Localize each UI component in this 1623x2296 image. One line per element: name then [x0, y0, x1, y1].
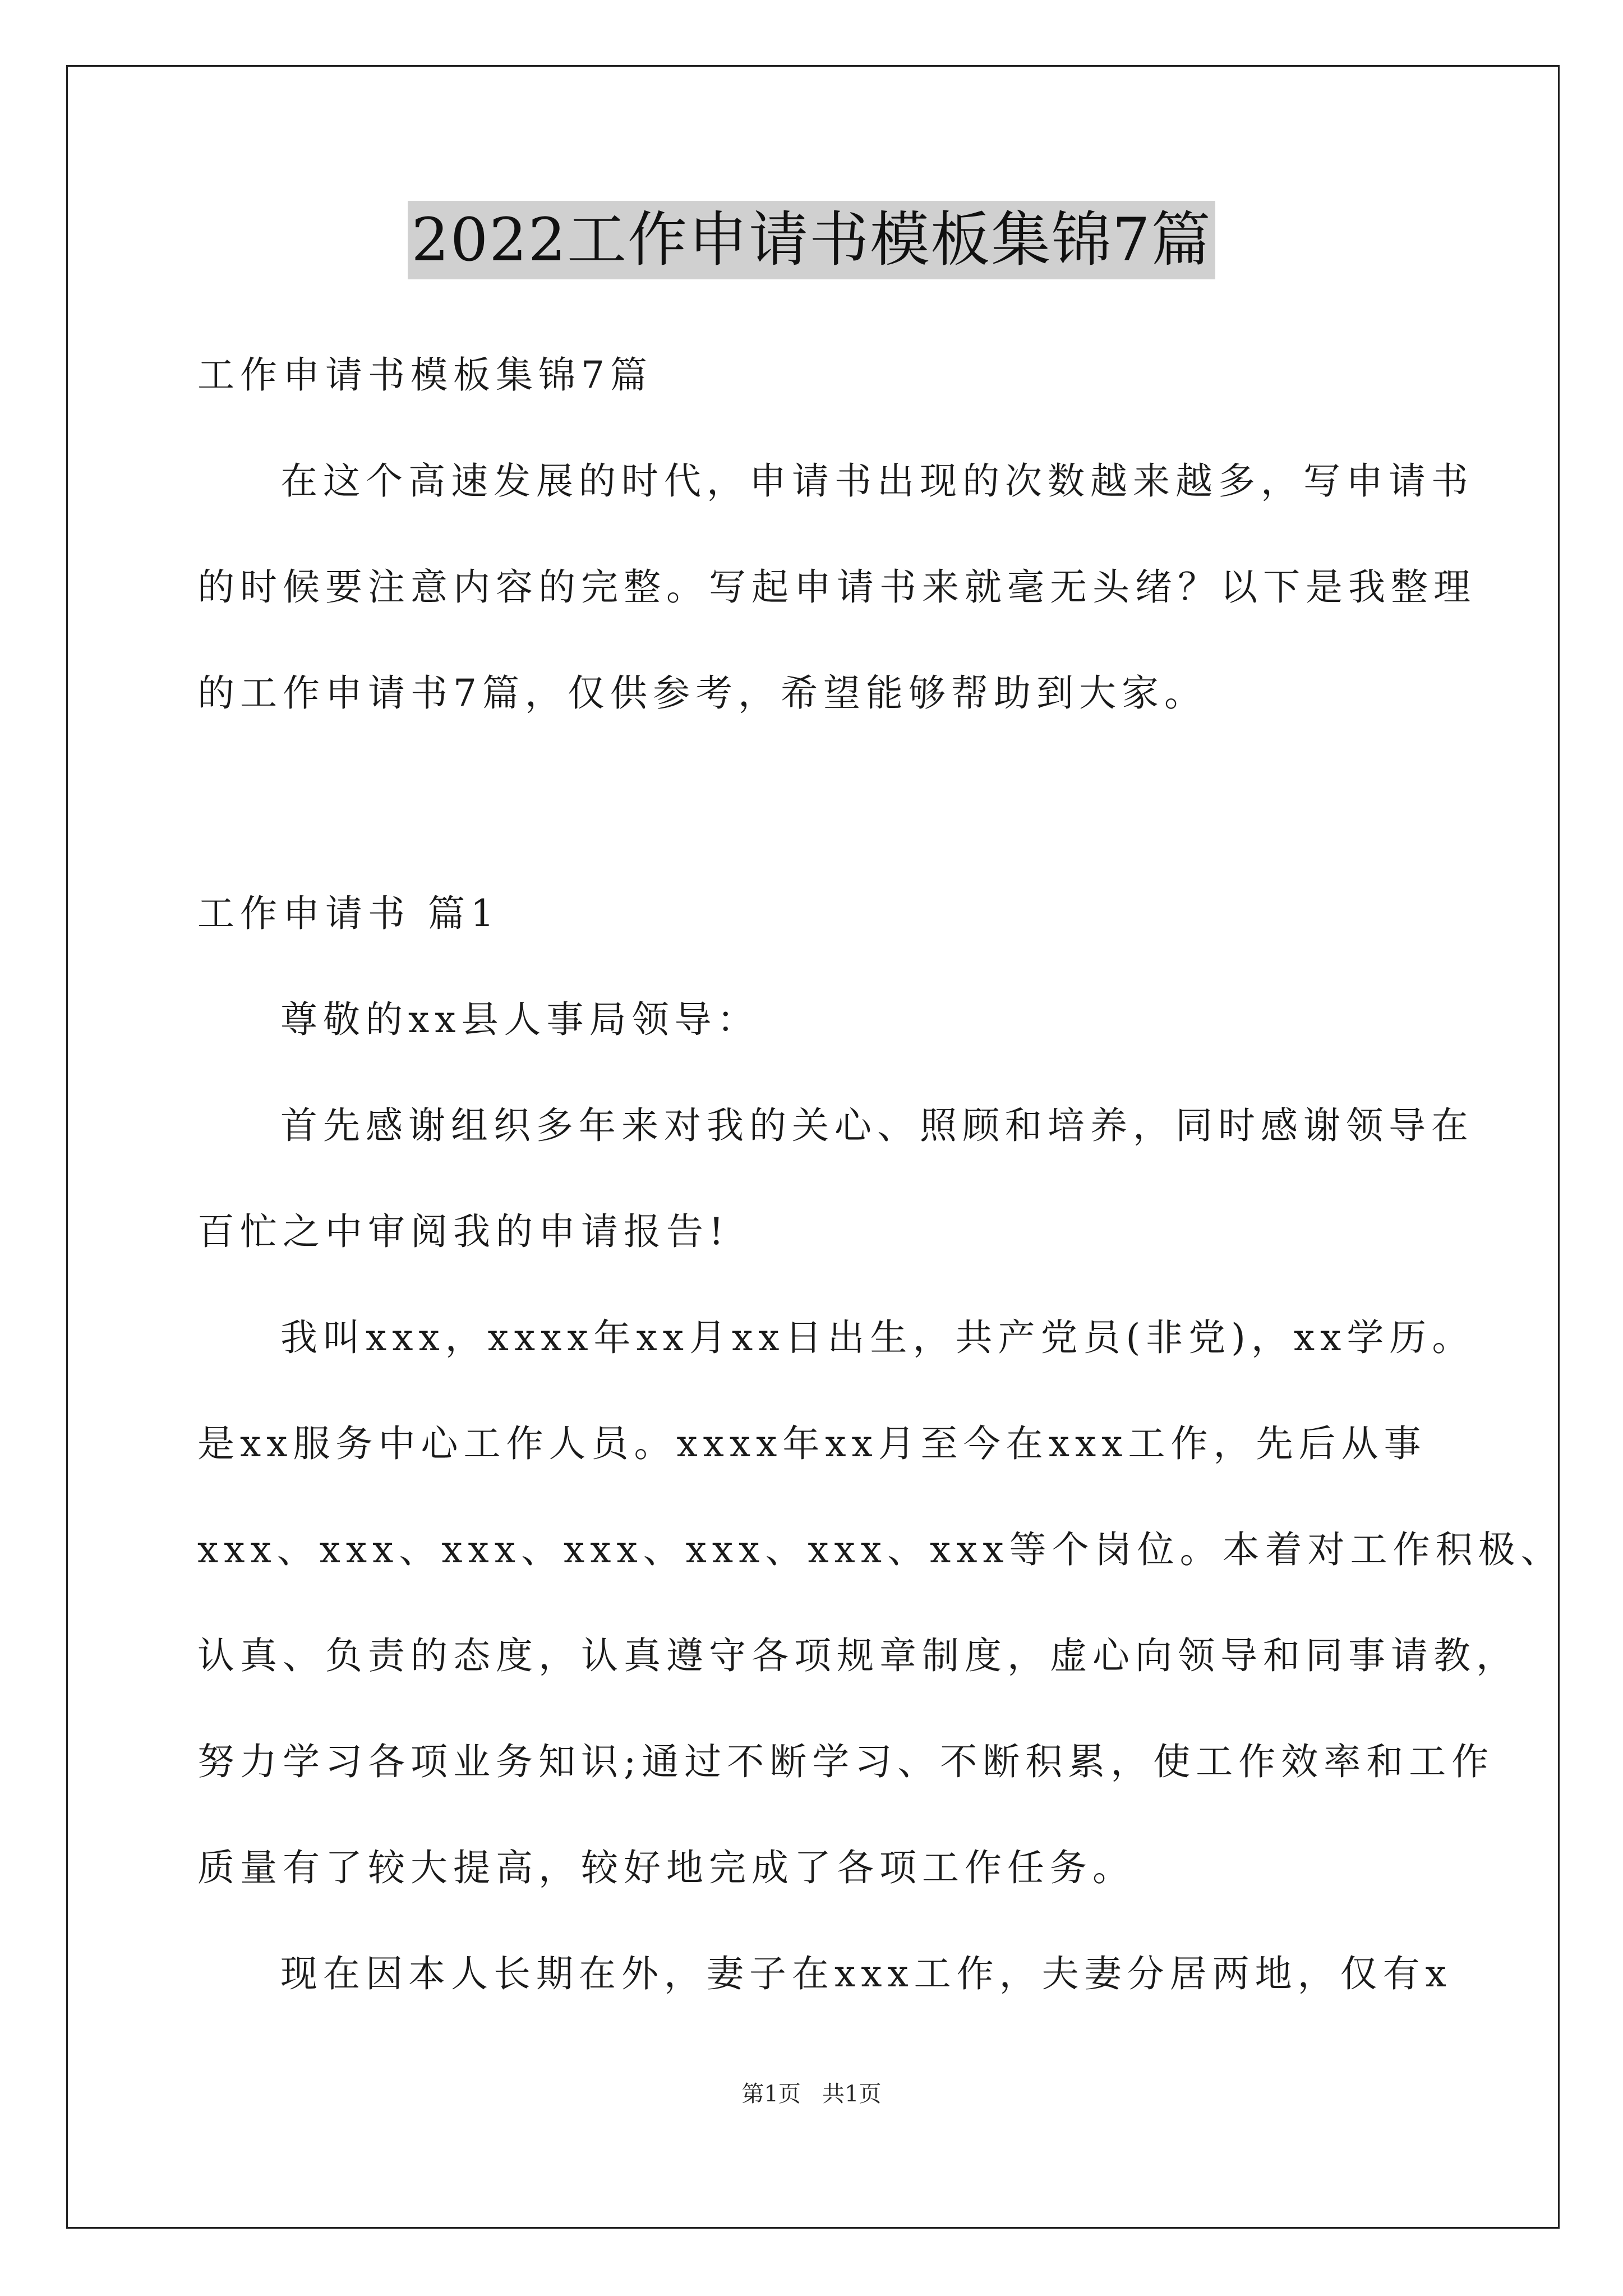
paragraph2-line-2: 是xx服务中心工作人员。xxxx年xx月至今在xxx工作，先后从事	[197, 1422, 1427, 1465]
paragraph2-line-4: 认真、负责的态度，认真遵守各项规章制度，虚心向领导和同事请教，	[197, 1634, 1519, 1677]
intro-line-3: 的工作申请书7篇，仅供参考，希望能够帮助到大家。	[197, 671, 1207, 715]
paragraph2-line-5: 努力学习各项业务知识;通过不断学习、不断积累，使工作效率和工作	[197, 1740, 1495, 1783]
paragraph2-line-6: 质量有了较大提高，较好地完成了各项工作任务。	[197, 1846, 1135, 1889]
document-subtitle: 工作申请书模板集锦7篇	[197, 353, 653, 397]
document-title: 2022工作申请书模板集锦7篇	[408, 201, 1215, 279]
paragraph2-line-1: 我叫xxx，xxxx年xx月xx日出生，共产党员(非党)，xx学历。	[280, 1316, 1475, 1359]
paragraph2-line-3: xxx、xxx、xxx、xxx、xxx、xxx、xxx等个岗位。本着对工作积极、	[197, 1528, 1564, 1571]
paragraph3-line-1: 现在因本人长期在外，妻子在xxx工作，夫妻分居两地，仅有x	[280, 1952, 1452, 1995]
paragraph1-line-1: 首先感谢组织多年来对我的关心、照顾和培养，同时感谢领导在	[280, 1104, 1474, 1147]
section-heading: 工作申请书 篇1	[197, 892, 500, 935]
intro-line-1: 在这个高速发展的时代，申请书出现的次数越来越多，写申请书	[280, 459, 1474, 503]
title-container	[0, 201, 1623, 279]
intro-line-2: 的时候要注意内容的完整。写起申请书来就毫无头绪？以下是我整理	[197, 565, 1476, 609]
paragraph1-line-2: 百忙之中审阅我的申请报告!	[197, 1210, 730, 1253]
page-footer: 第1页 共1页	[741, 2081, 882, 2107]
salutation: 尊敬的xx县人事局领导：	[280, 998, 760, 1041]
